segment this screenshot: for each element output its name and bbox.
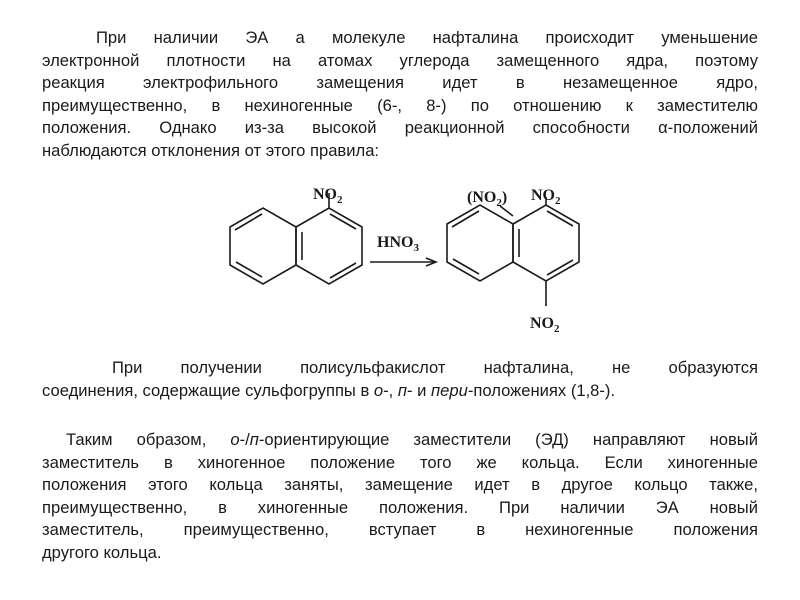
product-no2-top: $NO_2$ bbox=[531, 187, 561, 207]
italic-term: пери bbox=[431, 380, 468, 400]
text-line: преимущественно, в хиногенные положения. При наличии ЭА новый bbox=[42, 497, 758, 517]
product-naphthalene bbox=[447, 197, 579, 306]
italic-term: о bbox=[373, 380, 384, 400]
text-line: наблюдаются отклонения от этого правила: bbox=[42, 140, 380, 160]
italic-term: о bbox=[230, 430, 240, 449]
text-line: реакция электрофильного замещения идет в незамещенное ядро, bbox=[42, 73, 758, 93]
text-line: положения. Однако из-за высокой реакционной способности α-положений bbox=[42, 118, 758, 138]
reagent-label: $HNO_3$ bbox=[377, 234, 419, 254]
product-no2-parenthesized: $(NO_2)$ bbox=[467, 189, 508, 209]
paragraph-sulfonic-acids bbox=[42, 357, 758, 402]
product-no2-bottom: $NO_2$ bbox=[530, 315, 560, 335]
text-fragment: - и bbox=[407, 380, 432, 400]
reaction-arrow bbox=[370, 258, 436, 266]
text-fragment: -/ bbox=[239, 430, 250, 449]
text-fragment: Таким образом, bbox=[66, 430, 231, 449]
italic-term: п bbox=[249, 430, 259, 449]
text-line: электронной плотности на атомах углерода замещенного ядра, поэтому bbox=[42, 50, 758, 70]
italic-term: п bbox=[397, 380, 408, 400]
paragraph-conclusion bbox=[42, 429, 758, 565]
text-line: заместитель в хиногенное положение того же кольца. Если хиногенные bbox=[42, 452, 758, 472]
text-line bbox=[42, 380, 758, 403]
reactant-naphthalene bbox=[230, 193, 362, 284]
text-line: При наличии ЭА а молекуле нафталина происходит уменьшение bbox=[96, 28, 758, 47]
text-line: заместитель, преимущественно, вступает в нехиногенные положения bbox=[42, 520, 758, 540]
text-line: положения этого кольца заняты, замещение идет в другое кольцо также, bbox=[42, 475, 758, 495]
text-line: другого кольца. bbox=[42, 542, 162, 562]
text-line: При получении полисульфакислот нафталина, не образуются bbox=[112, 358, 758, 377]
text-line bbox=[42, 429, 758, 452]
text-fragment: -, bbox=[383, 380, 398, 400]
reactant-no2-label: $NO_2$ bbox=[313, 186, 343, 206]
text-line: преимущественно, в нехиногенные (6-, 8-) по отношению к заместителю bbox=[42, 95, 758, 115]
text-fragment: -положениях (1,8-). bbox=[467, 380, 616, 400]
text-fragment: соединения, содержащие сульфогруппы в bbox=[42, 380, 374, 400]
text-fragment: -ориентирующие заместители (ЭД) направляют новый bbox=[258, 430, 758, 449]
